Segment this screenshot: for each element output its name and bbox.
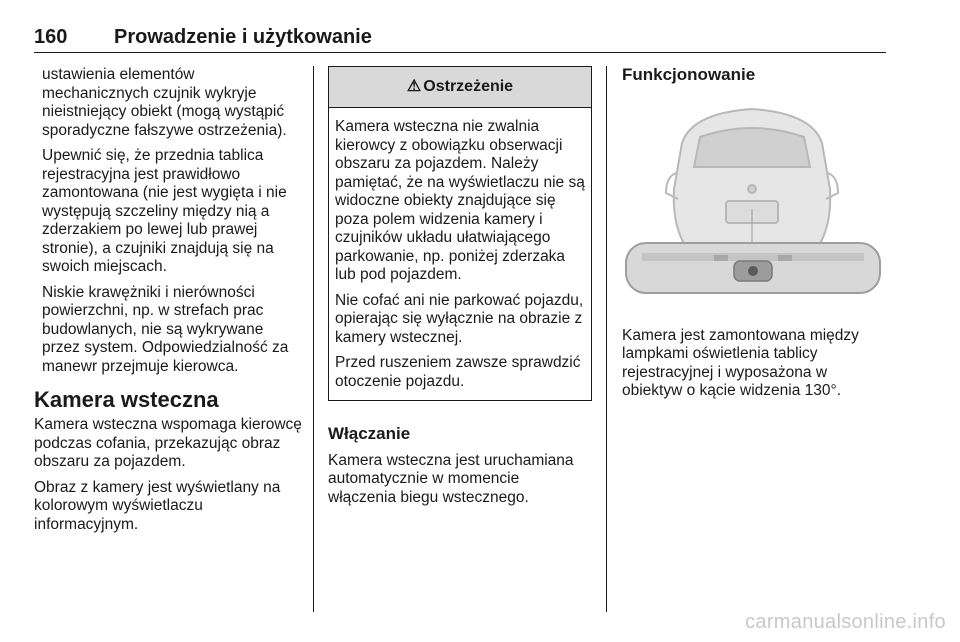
section-heading: Włączanie [328, 424, 411, 443]
paragraph: Przed ruszeniem zawsze sprawdzić otoczenie pojazdu. [335, 354, 581, 390]
warning-header [329, 67, 591, 108]
column-left [34, 66, 302, 541]
page-title: Prowadzenie i użytkowanie [114, 26, 372, 48]
column-middle [328, 66, 590, 514]
column-divider [606, 66, 607, 612]
warning-body [329, 108, 591, 400]
page-header [34, 26, 886, 53]
section-heading: Funkcjonowanie [622, 65, 756, 84]
warning-title: Ostrzeżenie [423, 77, 514, 95]
page-number: 160 [34, 26, 68, 48]
column-right [622, 66, 886, 408]
paragraph: Nie cofać ani nie parkować pojazdu, opierając się wyłącznie na obrazie z kamery wstecznej. [335, 291, 584, 346]
paragraph: Kamera wsteczna wspomaga kierowcę podczas cofania, przekazując obraz obszaru za pojazdem. [34, 416, 302, 470]
warning-box [328, 66, 592, 401]
paragraph: Niskie krawężniki i nierówności powierzchni, np. w strefach prac budowlanych, nie są wykrywane przez system. Odpowiedzialność za manewr przejmuje kierowca. [42, 283, 289, 375]
section-heading: Kamera wsteczna [34, 387, 219, 412]
rear-camera-illustration [622, 97, 884, 309]
watermark: carmanualsonline.info [745, 611, 946, 633]
paragraph: Obraz z kamery jest wyświetlany na kolorowym wyświetlaczu informacyjnym. [34, 478, 281, 533]
warning-triangle-icon: ⚠ [406, 77, 422, 95]
paragraph: Kamera wsteczna jest uruchamiana automatycznie w momencie włączenia biegu wstecznego. [328, 451, 574, 506]
paragraph: Kamera jest zamontowana między lampkami oświetlenia tablicy rejestracyjnej i wyposażona w obiektyw o kącie widzenia 130°. [622, 326, 859, 399]
paragraph: Kamera wsteczna nie zwalnia kierowcy z obowiązku obserwacji obszaru za pojazdem. Należy pamiętać, że na wyświetlaczu nie są widoczne obiekty znajdujące się poza polem widzenia kamery i czujników układu ułatwiającego parkowanie, np. poniżej zderzaka lub pod pojazdem. [335, 118, 585, 283]
paragraph: Upewnić się, że przednia tablica rejestracyjna jest prawidłowo zamontowana (nie jest wygięta i nie występują szczeliny między nią a zderzakiem po lewej lub prawej stronie), a czujniki znajdują się na swoich miejscach. [42, 147, 287, 275]
column-divider [313, 66, 314, 612]
paragraph: ustawienia elementów mechanicznych czujnik wykryje nieistniejący obiekt (mogą wystąpić sporadyczne fałszywe ostrzeżenia). [42, 66, 287, 139]
